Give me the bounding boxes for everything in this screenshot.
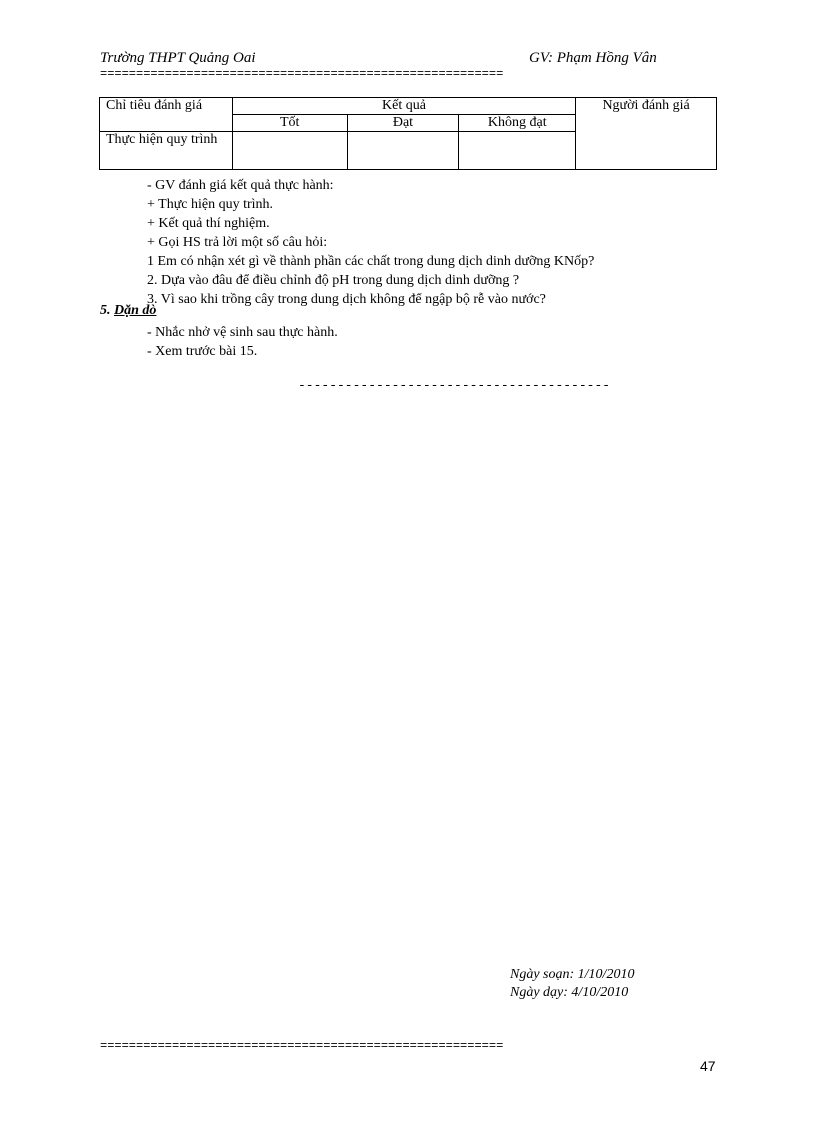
prepared-date: Ngày soạn: 1/10/2010 <box>510 967 635 982</box>
section-title: Dặn dò <box>114 303 157 318</box>
question-line: 3. Vì sao khi trồng cây trong dung dịch không để ngập bộ rễ vào nước? <box>147 292 546 307</box>
list-item: - Nhắc nhở vệ sinh sau thực hành. <box>147 325 338 340</box>
pass-header: Đạt <box>347 115 459 132</box>
note-line: + Thực hiện quy trình. <box>147 197 274 212</box>
list-item: - Xem trước bài 15. <box>147 344 258 359</box>
section-heading <box>100 303 156 319</box>
teacher-name: GV: Phạm Hồng Vân <box>529 50 657 66</box>
note-line: + Kết quả thí nghiệm. <box>147 216 270 231</box>
result-header: Kết quả <box>232 98 575 115</box>
section-items <box>147 323 338 361</box>
separator-line: ---------------------------------------- <box>298 378 611 393</box>
header-rule: ======================================================== <box>100 68 504 80</box>
good-header: Tốt <box>232 115 347 132</box>
evaluation-table <box>99 97 717 170</box>
date-block <box>510 966 634 1002</box>
fail-header: Không đạt <box>459 115 576 132</box>
question-line: 2. Dựa vào đâu để điều chỉnh độ pH trong dung dịch dinh dưỡng ? <box>147 273 520 288</box>
fail-cell <box>459 132 576 170</box>
evaluation-notes <box>147 176 594 309</box>
good-cell <box>232 132 347 170</box>
page-number: 47 <box>700 1058 716 1074</box>
assessor-header: Người đánh giá <box>576 98 717 170</box>
criteria-cell: Thực hiện quy trình <box>100 132 233 170</box>
section-number: 5. <box>100 303 111 318</box>
note-line: - GV đánh giá kết quả thực hành: <box>147 178 334 193</box>
note-line: + Gọi HS trả lời một số câu hỏi: <box>147 235 328 250</box>
question-line: 1 Em có nhận xét gì về thành phần các chất trong dung dịch dinh dưỡng KNốp? <box>147 254 595 269</box>
footer-rule: ======================================================== <box>100 1040 504 1052</box>
school-name: Trường THPT Quảng Oai <box>100 50 256 66</box>
criteria-header: Chỉ tiêu đánh giá <box>100 98 233 132</box>
taught-date: Ngày dạy: 4/10/2010 <box>510 985 629 1000</box>
table-header-row <box>100 98 717 115</box>
pass-cell <box>347 132 459 170</box>
